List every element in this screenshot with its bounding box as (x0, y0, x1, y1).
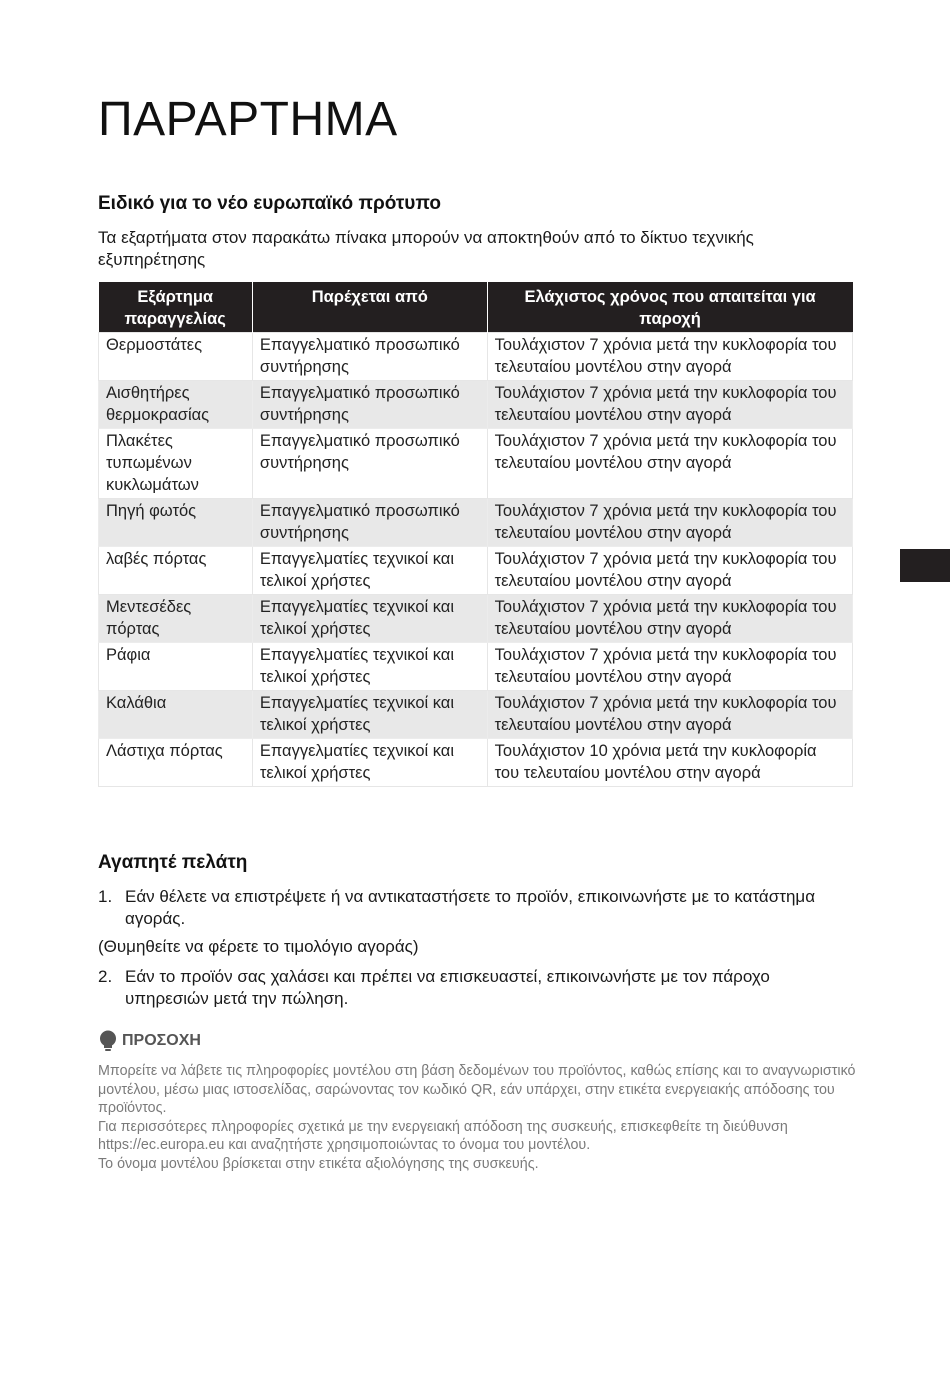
list-item (98, 886, 838, 930)
part-cell: Πλακέτες τυπωμένων κυκλωμάτων (99, 429, 253, 499)
list-item-text: Εάν θέλετε να επιστρέψετε ή να αντικαταστήσετε το προϊόν, επικοινωνήστε με το κατάστημα αγοράς. (125, 887, 816, 928)
part-cell: Καλάθια (99, 691, 253, 739)
caution-title: ΠΡΟΣΟΧΗ (122, 1032, 201, 1049)
duration-cell: Τουλάχιστον 7 χρόνια μετά την κυκλοφορία του τελευταίου μοντέλου στην αγορά (487, 333, 852, 381)
list-number: 1. (98, 887, 113, 906)
table-row (99, 739, 853, 787)
duration-cell: Τουλάχιστον 7 χρόνια μετά την κυκλοφορία του τελευταίου μοντέλου στην αγορά (487, 429, 852, 499)
provider-cell: Επαγγελματίες τεχνικοί και τελικοί χρήστες (252, 739, 487, 787)
duration-cell: Τουλάχιστον 7 χρόνια μετά την κυκλοφορία του τελευταίου μοντέλου στην αγορά (487, 595, 852, 643)
part-cell: Μεντεσέδες πόρτας (99, 595, 253, 643)
column-header-part: Εξάρτημα παραγγελίας (99, 282, 253, 333)
table-row (99, 381, 853, 429)
provider-cell: Επαγγελματικό προσωπικό συντήρησης (252, 381, 487, 429)
part-cell: Αισθητήρες θερμοκρασίας (99, 381, 253, 429)
duration-cell: Τουλάχιστον 7 χρόνια μετά την κυκλοφορία του τελευταίου μοντέλου στην αγορά (487, 691, 852, 739)
section-heading-dear-customer: Αγαπητέ πελάτη (98, 852, 248, 873)
duration-cell: Τουλάχιστον 7 χρόνια μετά την κυκλοφορία του τελευταίου μοντέλου στην αγορά (487, 547, 852, 595)
caution-paragraph: Το όνομα μοντέλου βρίσκεται στην ετικέτα αξιολόγησης της συσκευής. (98, 1155, 539, 1172)
caution-heading (98, 1030, 201, 1052)
list-item-text: Εάν το προϊόν σας χαλάσει και πρέπει να επισκευαστεί, επικοινωνήστε με τον πάροχο υπηρεσιών μετά την πώληση. (125, 967, 770, 1008)
table-row (99, 547, 853, 595)
table-row (99, 333, 853, 381)
column-header-provided-by: Παρέχεται από (252, 282, 487, 333)
caution-paragraph: Μπορείτε να λάβετε τις πληροφορίες μοντέλου στη βάση δεδομένων του προϊόντος, καθώς επίσης και το αναγνωριστικό μοντέλου, μέσω μιας ιστοσελίδας, σαρώνοντας τον κωδικό QR, εάν υπάρχει, στην ετικέτα ενεργειακής απόδοσης του προϊόντος. (98, 1063, 856, 1116)
table-header-row (99, 282, 853, 333)
part-cell: Λάστιχα πόρτας (99, 739, 253, 787)
spare-parts-table (98, 282, 853, 787)
provider-cell: Επαγγελματίες τεχνικοί και τελικοί χρήστες (252, 547, 487, 595)
duration-cell: Τουλάχιστον 7 χρόνια μετά την κυκλοφορία του τελευταίου μοντέλου στην αγορά (487, 499, 852, 547)
invoice-reminder: (Θυμηθείτε να φέρετε το τιμολόγιο αγοράς) (98, 937, 419, 956)
table-row (99, 643, 853, 691)
provider-cell: Επαγγελματίες τεχνικοί και τελικοί χρήστες (252, 691, 487, 739)
table-row (99, 691, 853, 739)
provider-cell: Επαγγελματίες τεχνικοί και τελικοί χρήστες (252, 643, 487, 691)
part-cell: Ράφια (99, 643, 253, 691)
provider-cell: Επαγγελματίες τεχνικοί και τελικοί χρήστες (252, 595, 487, 643)
table-row (99, 595, 853, 643)
page-section-tab (900, 549, 950, 582)
list-number: 2. (98, 967, 113, 986)
column-header-min-time: Ελάχιστος χρόνος που απαιτείται για παροχή (487, 282, 852, 333)
table-row (99, 429, 853, 499)
duration-cell: Τουλάχιστον 10 χρόνια μετά την κυκλοφορία του τελευταίου μοντέλου στην αγορά (487, 739, 852, 787)
duration-cell: Τουλάχιστον 7 χρόνια μετά την κυκλοφορία του τελευταίου μοντέλου στην αγορά (487, 643, 852, 691)
table-row (99, 499, 853, 547)
part-cell: λαβές πόρτας (99, 547, 253, 595)
intro-paragraph: Τα εξαρτήματα στον παρακάτω πίνακα μπορούν να αποκτηθούν από το δίκτυο τεχνικής εξυπηρέτησης (98, 228, 754, 269)
provider-cell: Επαγγελματικό προσωπικό συντήρησης (252, 429, 487, 499)
duration-cell: Τουλάχιστον 7 χρόνια μετά την κυκλοφορία του τελευταίου μοντέλου στην αγορά (487, 381, 852, 429)
provider-cell: Επαγγελματικό προσωπικό συντήρησης (252, 333, 487, 381)
page-title: ΠΑΡΑΡΤΗΜΑ (98, 93, 398, 146)
caution-text (98, 1062, 858, 1173)
provider-cell: Επαγγελματικό προσωπικό συντήρησης (252, 499, 487, 547)
lightbulb-icon (98, 1030, 118, 1052)
caution-paragraph: Για περισσότερες πληροφορίες σχετικά με την ενεργειακή απόδοση της συσκευής, επισκεφθείτε τη διεύθυνση https://ec.europa.eu και αναζητήστε χρησιμοποιώντας το όνομα του μοντέλου. (98, 1118, 788, 1153)
section-heading-eu-standard: Ειδικό για το νέο ευρωπαϊκό πρότυπο (98, 193, 441, 214)
part-cell: Θερμοστάτες (99, 333, 253, 381)
list-item (98, 966, 838, 1010)
part-cell: Πηγή φωτός (99, 499, 253, 547)
